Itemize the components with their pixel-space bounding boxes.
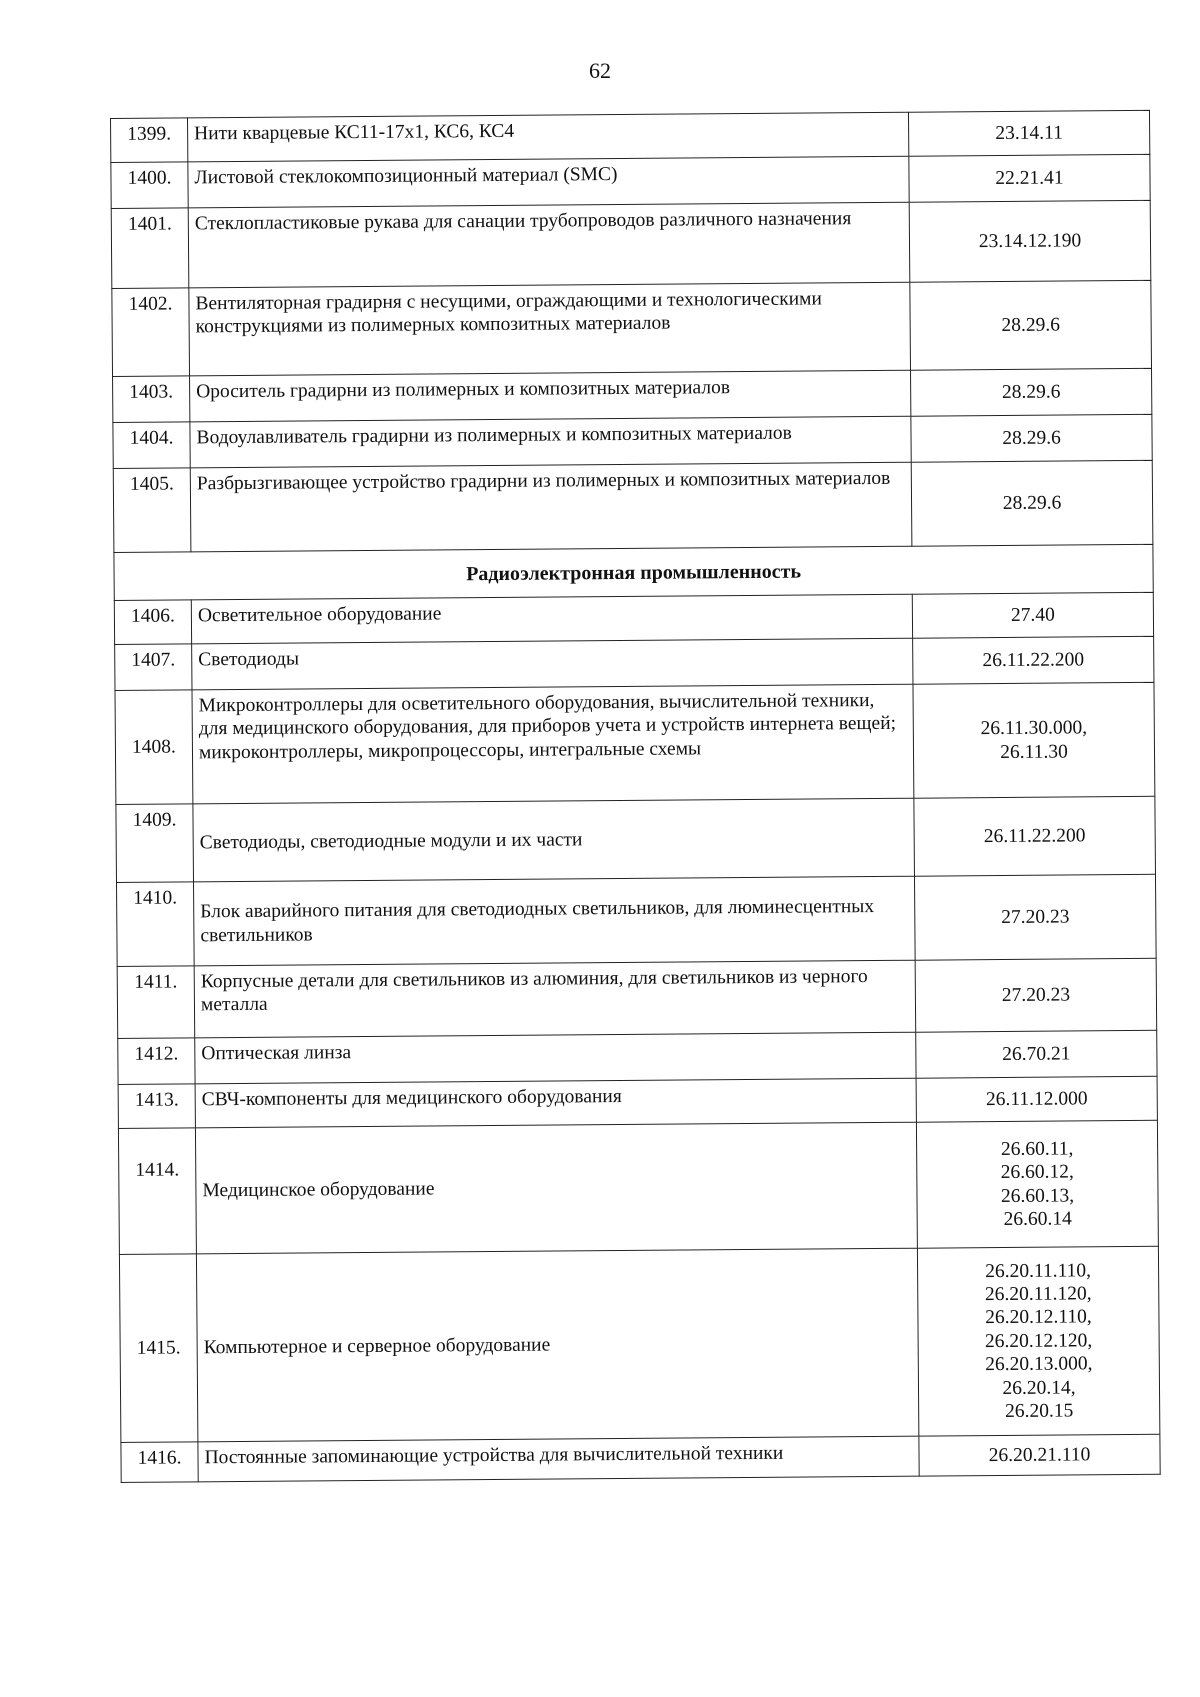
row-name: Корпусные детали для светильников из алюминия, для светильников из черного металла — [194, 960, 916, 1038]
page-number: 62 — [589, 58, 611, 83]
row-number: 1413. — [118, 1084, 195, 1129]
row-name: Светодиоды — [192, 638, 913, 690]
row-code: 26.20.21.110 — [919, 1434, 1160, 1476]
table-row — [118, 1120, 1158, 1254]
row-code: 27.40 — [912, 592, 1153, 638]
row-number: 1409. — [116, 804, 194, 883]
row-name: Компьютерное и серверное оборудование — [196, 1248, 918, 1442]
table-row — [116, 796, 1156, 882]
table-row — [113, 414, 1152, 468]
row-code: 26.70.21 — [916, 1030, 1157, 1078]
row-number: 1408. — [115, 690, 193, 805]
row-name: Постоянные запоминающие устройства для вычислительной техники — [198, 1436, 919, 1482]
row-number: 1406. — [114, 600, 191, 645]
row-number: 1400. — [111, 162, 188, 209]
row-name: Медицинское оборудование — [195, 1122, 917, 1254]
table-row — [111, 154, 1150, 208]
row-code: 23.14.12.190 — [909, 200, 1151, 282]
row-code: 26.11.22.200 — [913, 636, 1154, 684]
row-code: 22.21.41 — [909, 154, 1150, 202]
table-row — [111, 200, 1151, 288]
row-number: 1414. — [118, 1128, 196, 1255]
row-number: 1416. — [121, 1442, 198, 1483]
row-name: Разбрызгивающее устройство градирни из полимерных и композитных материалов — [190, 462, 912, 552]
row-number: 1411. — [117, 966, 195, 1039]
table-row — [115, 636, 1154, 690]
row-number: 1401. — [111, 208, 189, 289]
row-code: 23.14.11 — [908, 110, 1149, 156]
row-name: Блок аварийного питания для светодиодных светильников, для люминесцентных светильников — [194, 876, 916, 966]
row-number: 1399. — [111, 118, 188, 163]
row-code: 27.20.23 — [914, 874, 1156, 960]
row-number: 1403. — [113, 376, 190, 423]
row-name: Оптическая линза — [195, 1032, 916, 1084]
row-code: 28.29.6 — [911, 368, 1152, 416]
table-row — [113, 368, 1152, 422]
row-code: 27.20.23 — [915, 958, 1157, 1032]
table-row — [121, 1434, 1160, 1482]
row-number: 1407. — [115, 644, 192, 691]
row-name: СВЧ-компоненты для медицинского оборудования — [195, 1078, 916, 1128]
row-name: Светодиоды, светодиодные модули и их части — [193, 798, 915, 882]
row-code: 26.20.11.110, 26.20.11.120, 26.20.12.110, 26.20.12.120, 26.20.13.000, 26.20.14, 26.20.15 — [917, 1246, 1159, 1436]
row-number: 1415. — [119, 1254, 197, 1443]
row-code: 26.11.12.000 — [916, 1076, 1157, 1122]
table-row — [119, 1246, 1159, 1442]
row-name: Ороситель градирни из полимерных и композитных материалов — [190, 370, 911, 422]
table-row — [117, 874, 1157, 966]
section-header-row — [114, 544, 1153, 600]
table-row — [112, 280, 1152, 376]
row-number: 1405. — [113, 468, 191, 553]
table-row — [118, 1030, 1157, 1084]
row-number: 1404. — [113, 422, 190, 469]
row-name: Осветительное оборудование — [191, 594, 912, 644]
row-name: Микроконтроллеры для осветительного оборудования, вычислительной техники, для медицинского оборудования, для приборов учета и устройств интернета вещей; микроконтроллеры, микропроцессоры, интегральные схемы — [192, 684, 914, 804]
product-table — [110, 110, 1161, 1483]
row-code: 28.29.6 — [911, 460, 1153, 546]
row-code: 26.60.11, 26.60.12, 26.60.13, 26.60.14 — [916, 1120, 1158, 1248]
row-name: Вентиляторная градирня с несущими, ограждающими и технологическими конструкциями из полимерных композитных материалов — [189, 282, 911, 376]
section-title: Радиоэлектронная промышленность — [114, 544, 1153, 600]
row-number: 1412. — [118, 1038, 195, 1085]
row-name: Водоулавливатель градирни из полимерных и композитных материалов — [190, 416, 911, 468]
row-code: 28.29.6 — [910, 280, 1152, 370]
row-code: 26.11.22.200 — [914, 796, 1156, 876]
row-name: Стеклопластиковые рукава для санации трубопроводов различного назначения — [188, 202, 910, 288]
row-code: 26.11.30.000, 26.11.30 — [913, 682, 1155, 798]
row-name: Листовой стеклокомпозиционный материал (SMC) — [188, 156, 909, 208]
row-number: 1410. — [117, 882, 195, 967]
table-row — [117, 958, 1157, 1038]
table-row — [113, 460, 1153, 552]
row-number: 1402. — [112, 288, 190, 377]
row-name: Нити кварцевые КС11-17х1, КС6, КС4 — [188, 112, 909, 162]
row-code: 28.29.6 — [911, 414, 1152, 462]
table-row — [115, 682, 1155, 804]
